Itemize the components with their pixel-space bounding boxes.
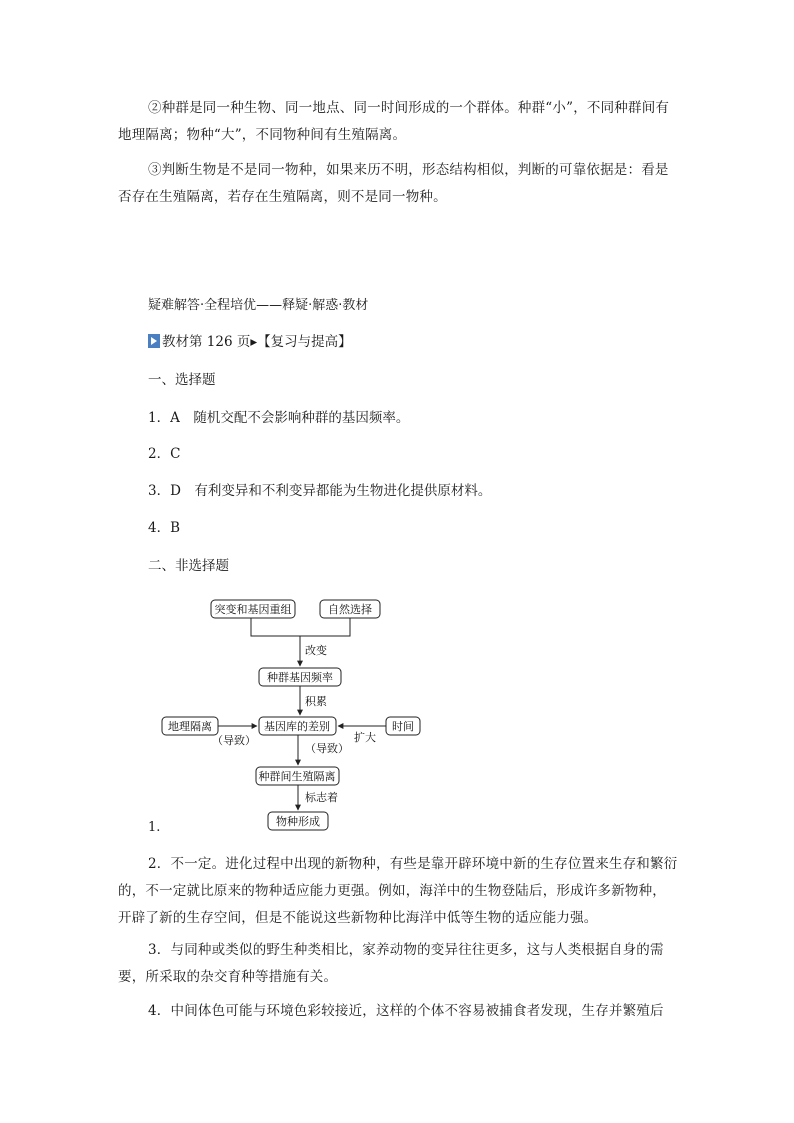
box-species-label: 物种形成 [276,815,320,828]
label-lead-down: （导致） [305,742,349,755]
answer-3: 3．与同种或类似的野生种类相比，家养动物的变异往往更多，这与人类根据自身的需要，所采取的杂交育种等措施有关。 [118,942,664,985]
paragraph-species-vs-population: ②种群是同一种生物、同一地点、同一时间形成的一个群体。种群“小”，不同种群间有地理隔离；物种“大”，不同物种间有生殖隔离。 [118,100,670,143]
box-geo-label: 地理隔离 [168,720,212,733]
box-time-label: 时间 [392,720,414,733]
choice-answer-1: 1．A 随机交配不会影响种群的基因频率。 [148,410,410,426]
box-frequency-label: 种群基因频率 [267,671,333,684]
label-lead-left: （导致） [212,734,256,747]
textbook-reference-text: 教材第 126 页▸【复习与提高】 [162,334,352,350]
label-change: 改变 [305,644,327,657]
box-repro-label: 种群间生殖隔离 [258,770,336,783]
flowchart-item-number: 1. [148,820,161,835]
label-expand: 扩大 [354,731,376,744]
choice-answer-2: 2．C [148,446,181,462]
choice-answer-4: 4．B [148,520,181,536]
section-title: 疑难解答·全程培优——释疑·解惑·教材 [148,298,369,313]
answer-2: 2．不一定。进化过程中出现的新物种，有些是靠开辟环境中新的生存位置来生存和繁衍的，不一定就比原来的物种适应能力更强。例如，海洋中的生物登陆后，形成许多新物种，开辟了新的生存空间，但是不能说这些新物种比海洋中低等生物的适应能力强。 [118,856,678,926]
answer-4: 4．中间体色可能与环境色彩较接近，这样的个体不容易被捕食者发现，生存并繁殖后 [148,1003,664,1019]
box-mutation-label: 突变和基因重组 [214,603,292,616]
box-selection-label: 自然选择 [328,603,372,616]
choice-heading: 一、选择题 [148,372,216,388]
label-accumulate: 积累 [305,695,327,708]
paragraph-species-judgment: ③判断生物是不是同一物种，如果来历不明，形态结构相似，判断的可靠依据是：看是否存在生殖隔离，若存在生殖隔离，则不是同一物种。 [118,162,669,205]
connector-top [251,618,350,636]
nonchoice-heading: 二、非选择题 [148,558,229,574]
box-pool-label: 基因库的差别 [264,720,330,733]
choice-answer-3: 3．D 有利变异和不利变异都能为生物进化提供原材料。 [148,483,492,499]
label-marks: 标志着 [305,791,338,804]
